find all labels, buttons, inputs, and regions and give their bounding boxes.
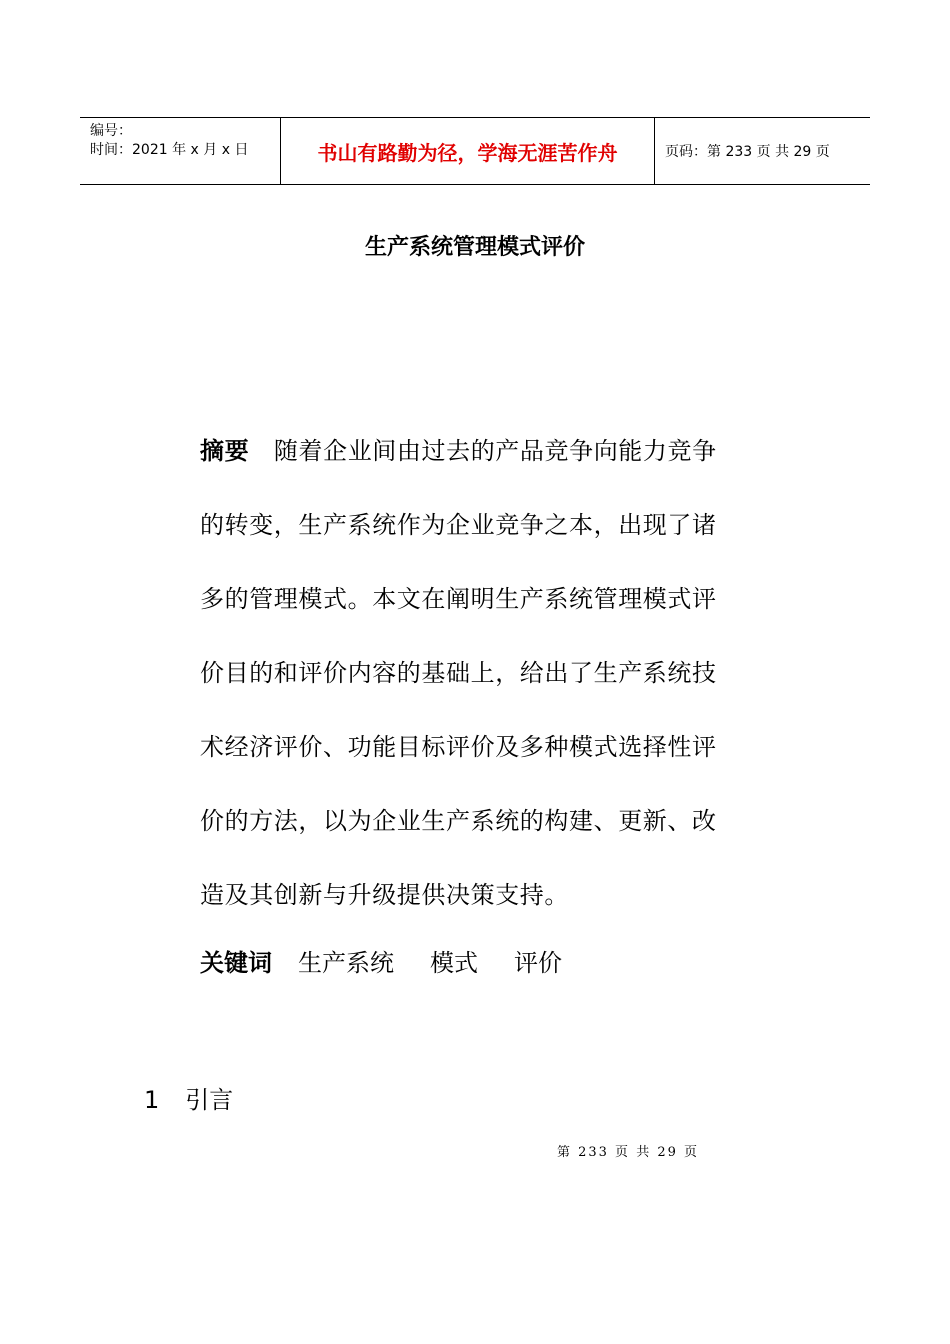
keyword: 生产系统: [298, 949, 394, 977]
section-title: 引言: [185, 1086, 234, 1114]
header-page-info: 页码：第 233 页 共 29 页: [665, 144, 830, 160]
section-heading: [144, 1080, 233, 1120]
keyword: 评价: [514, 949, 562, 977]
abstract-line: 多的管理模式。本文在阐明生产系统管理模式评: [200, 585, 717, 613]
abstract-line: 价目的和评价内容的基础上，给出了生产系统技: [200, 659, 717, 687]
abstract-line: 的转变，生产系统作为企业竞争之本，出现了诸: [200, 511, 717, 539]
abstract-text: 随着企业间由过去的产品竞争向能力竞争: [273, 437, 717, 465]
header-motto: 书山有路勤为径，学海无涯苦作舟: [281, 118, 655, 184]
section-number: 1: [144, 1086, 160, 1114]
page-header: [80, 117, 870, 185]
abstract-line: 造及其创新与升级提供决策支持。: [200, 881, 569, 909]
abstract: [200, 428, 760, 946]
abstract-line: 术经济评价、功能目标评价及多种模式选择性评: [200, 733, 717, 761]
keywords-label: 关键词: [200, 949, 272, 977]
document-title: 生产系统管理模式评价: [364, 235, 585, 260]
document-number-label: 编号：: [90, 123, 132, 139]
header-meta: [80, 118, 281, 184]
keyword: 模式: [430, 949, 478, 977]
document-date: 时间：2021 年 x 月 x 日: [90, 142, 249, 158]
abstract-label: 摘要: [200, 437, 250, 465]
keywords: [200, 940, 598, 986]
page-footer: 第 233 页 共 29 页: [556, 1145, 700, 1160]
abstract-line: [200, 428, 760, 502]
abstract-line: 价的方法，以为企业生产系统的构建、更新、改: [200, 807, 717, 835]
